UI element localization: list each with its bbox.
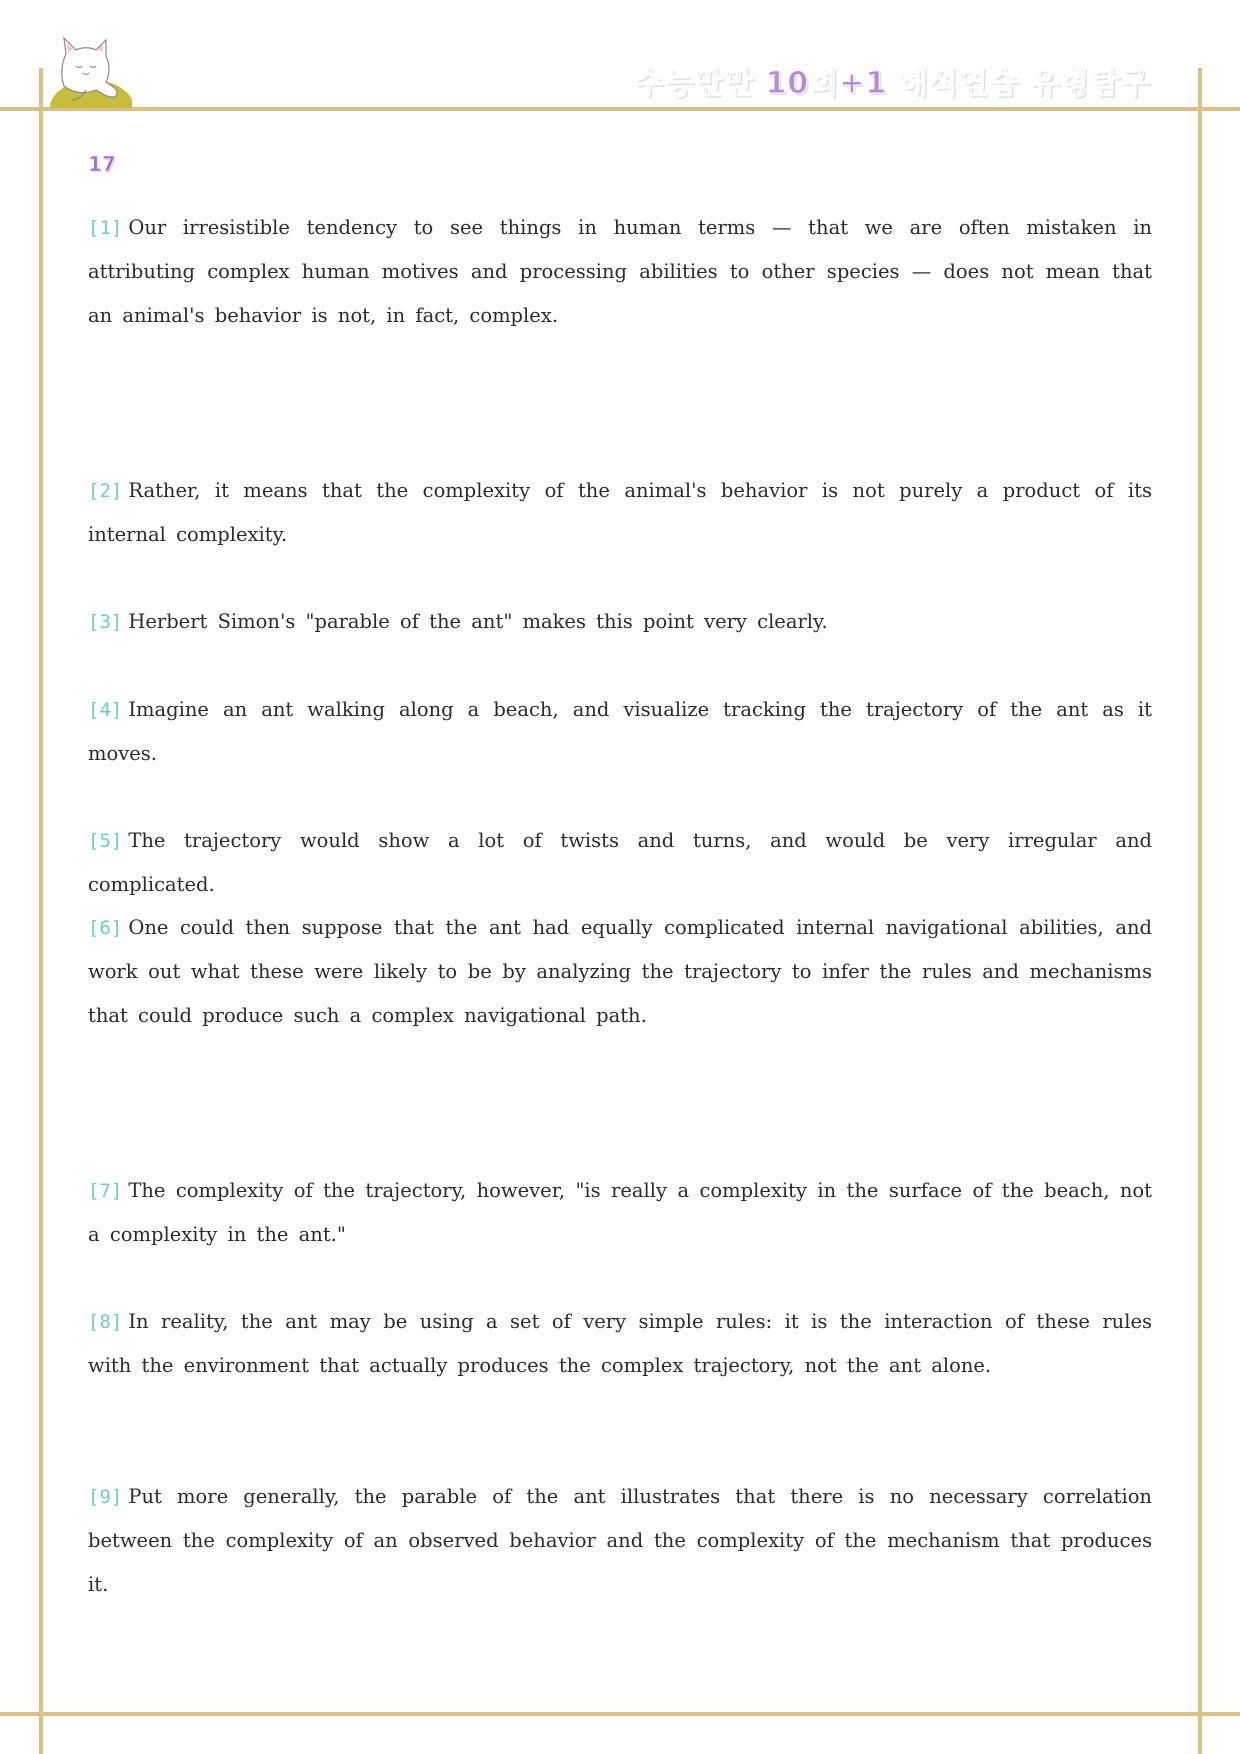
right-border — [1198, 68, 1202, 1754]
sentence-9 — [88, 1475, 1152, 1607]
sentence-text: The complexity of the trajectory, however, "is really a complexity in the surface of the beach, not a complexity in the ant." — [88, 1179, 1152, 1246]
sentence-7 — [88, 1169, 1152, 1257]
header-title-part2: 10회+1 — [765, 66, 888, 101]
sentence-marker: [3] — [88, 611, 123, 633]
sentence-8 — [88, 1300, 1152, 1388]
sentence-text: One could then suppose that the ant had equally complicated internal navigational abilities, and work out what these were likely to be by analyzing the trajectory to infer the rules and mechanisms that could produce such a complex navigational path. — [88, 916, 1152, 1027]
sentence-marker: [6] — [88, 917, 123, 939]
sentence-marker: [7] — [88, 1180, 123, 1202]
sentence-marker: [4] — [88, 699, 123, 721]
sentence-text: Our irresistible tendency to see things in human terms — that we are often mistaken in attributing complex human motives and processing abilities to other species — does not mean that an animal's behavior is not, in fact, complex. — [88, 216, 1152, 327]
sentence-6 — [88, 906, 1152, 1038]
header-divider — [0, 107, 1240, 111]
header-title-part4: 유형탐구 — [1030, 66, 1150, 101]
sentence-text: In reality, the ant may be using a set of very simple rules: it is the interaction of these rules with the environment that actually produces the complex trajectory, not the ant alone. — [88, 1310, 1152, 1377]
sentence-text: Rather, it means that the complexity of the animal's behavior is not purely a product of its internal complexity. — [88, 479, 1152, 546]
sentence-2 — [88, 469, 1152, 557]
sentence-marker: [5] — [88, 830, 123, 852]
sentence-text: Put more generally, the parable of the ant illustrates that there is no necessary correlation between the complexity of an observed behavior and the complexity of the mechanism that produces it. — [88, 1485, 1152, 1596]
header-title-part3: 해석연습 — [898, 66, 1019, 101]
sentence-marker: [1] — [88, 217, 123, 239]
sentence-1 — [88, 206, 1152, 338]
question-number: 17 — [88, 152, 116, 176]
sentence-5 — [88, 819, 1152, 907]
left-border — [39, 68, 43, 1754]
sentence-text: Imagine an ant walking along a beach, and visualize tracking the trajectory of the ant as it moves. — [88, 698, 1152, 765]
sentence-3 — [88, 600, 1152, 644]
cat-icon — [46, 28, 132, 108]
sentence-text: Herbert Simon's "parable of the ant" makes this point very clearly. — [128, 610, 828, 633]
sentence-marker: [8] — [88, 1311, 123, 1333]
header-title — [634, 58, 1150, 102]
sentence-4 — [88, 688, 1152, 776]
sentence-text: The trajectory would show a lot of twists and turns, and would be very irregular and complicated. — [88, 829, 1152, 896]
sentence-marker: [9] — [88, 1486, 123, 1508]
header-title-part1: 수능만만 — [634, 66, 755, 101]
sentence-marker: [2] — [88, 480, 123, 502]
footer-divider — [0, 1712, 1240, 1716]
